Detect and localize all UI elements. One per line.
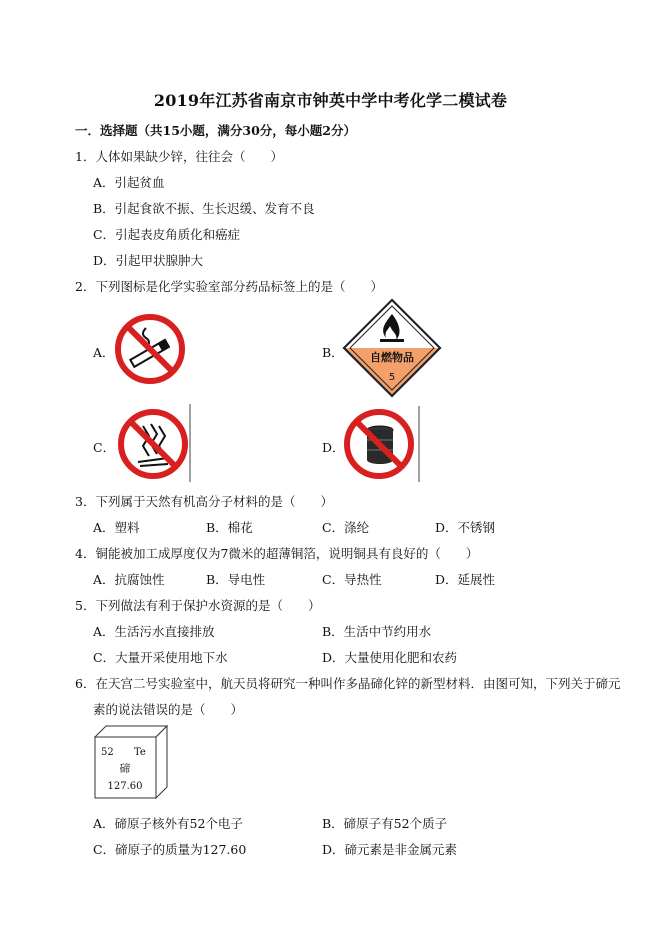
question-6-stem-line2: 素的说法错误的是（ ） xyxy=(93,702,244,717)
q6-option-c[interactable]: C．碲原子的质量为127.60 xyxy=(93,842,247,857)
sign-b-class-number: 5 xyxy=(388,372,396,383)
q6-option-a[interactable]: A．碲原子核外有52个电子 xyxy=(93,816,243,831)
q4-option-c[interactable]: C．导热性 xyxy=(322,572,382,587)
q1-option-c[interactable]: C．引起表皮角质化和癌症 xyxy=(93,227,241,242)
element-atomic-number: 52 xyxy=(101,747,114,758)
question-4-stem: 4．铜能被加工成厚度仅为7微米的超薄铜箔，说明铜具有良好的（ ） xyxy=(75,546,479,561)
no-smoking-icon xyxy=(113,312,187,386)
q2-option-c[interactable]: C． xyxy=(93,440,116,455)
q2-option-b[interactable]: B． xyxy=(322,345,344,360)
question-2-stem: 2．下列图标是化学实验室部分药品标签上的是（ ） xyxy=(75,279,383,294)
q2-option-a[interactable]: A． xyxy=(93,345,115,360)
question-3-stem: 3．下列属于天然有机高分子材料的是（ ） xyxy=(75,494,333,509)
q2-option-d[interactable]: D． xyxy=(322,440,345,455)
q5-option-c[interactable]: C．大量开采使用地下水 xyxy=(93,650,228,665)
question-5-stem: 5．下列做法有利于保护水资源的是（ ） xyxy=(75,598,321,613)
q1-option-d[interactable]: D．引起甲状腺肿大 xyxy=(93,253,204,268)
element-tile xyxy=(94,725,168,799)
q3-option-c[interactable]: C．涤纶 xyxy=(322,520,370,535)
spontaneous-combustion-icon xyxy=(342,298,442,398)
q4-option-a[interactable]: A．抗腐蚀性 xyxy=(93,572,165,587)
no-stacking-icon xyxy=(116,404,192,482)
element-atomic-mass: 127.60 xyxy=(107,781,143,792)
element-symbol: Te xyxy=(134,747,146,758)
q3-option-b[interactable]: B．棉花 xyxy=(206,520,253,535)
q1-option-b[interactable]: B．引起食欲不振、生长迟缓、发育不良 xyxy=(93,201,315,216)
q6-option-d[interactable]: D．碲元素是非金属元素 xyxy=(322,842,458,857)
q3-option-a[interactable]: A．塑料 xyxy=(93,520,140,535)
q5-option-b[interactable]: B．生活中节约用水 xyxy=(322,624,432,639)
question-6-stem-line1: 6．在天宫二号实验室中，航天员将研究一种叫作多晶碲化锌的新型材料．由图可知，下列关于碲元 xyxy=(75,676,621,691)
section-heading: 一．选择题（共15小题，满分30分，每小题2分） xyxy=(75,123,356,138)
q5-option-a[interactable]: A．生活污水直接排放 xyxy=(93,624,215,639)
q4-option-b[interactable]: B．导电性 xyxy=(206,572,266,587)
sign-b-label: 自燃物品 xyxy=(370,351,414,364)
q4-option-d[interactable]: D．延展性 xyxy=(435,572,496,587)
element-name: 碲 xyxy=(119,762,131,775)
q6-option-b[interactable]: B．碲原子有52个质子 xyxy=(322,816,448,831)
q5-option-d[interactable]: D．大量使用化肥和农药 xyxy=(322,650,458,665)
no-barrel-icon xyxy=(342,406,422,482)
q3-option-d[interactable]: D．不锈钢 xyxy=(435,520,496,535)
q1-option-a[interactable]: A．引起贫血 xyxy=(93,175,165,190)
exam-title: 2019年江苏省南京市钟英中学中考化学二模试卷 xyxy=(153,91,508,110)
question-1-stem: 1．人体如果缺少锌，往往会（ ） xyxy=(75,149,283,164)
